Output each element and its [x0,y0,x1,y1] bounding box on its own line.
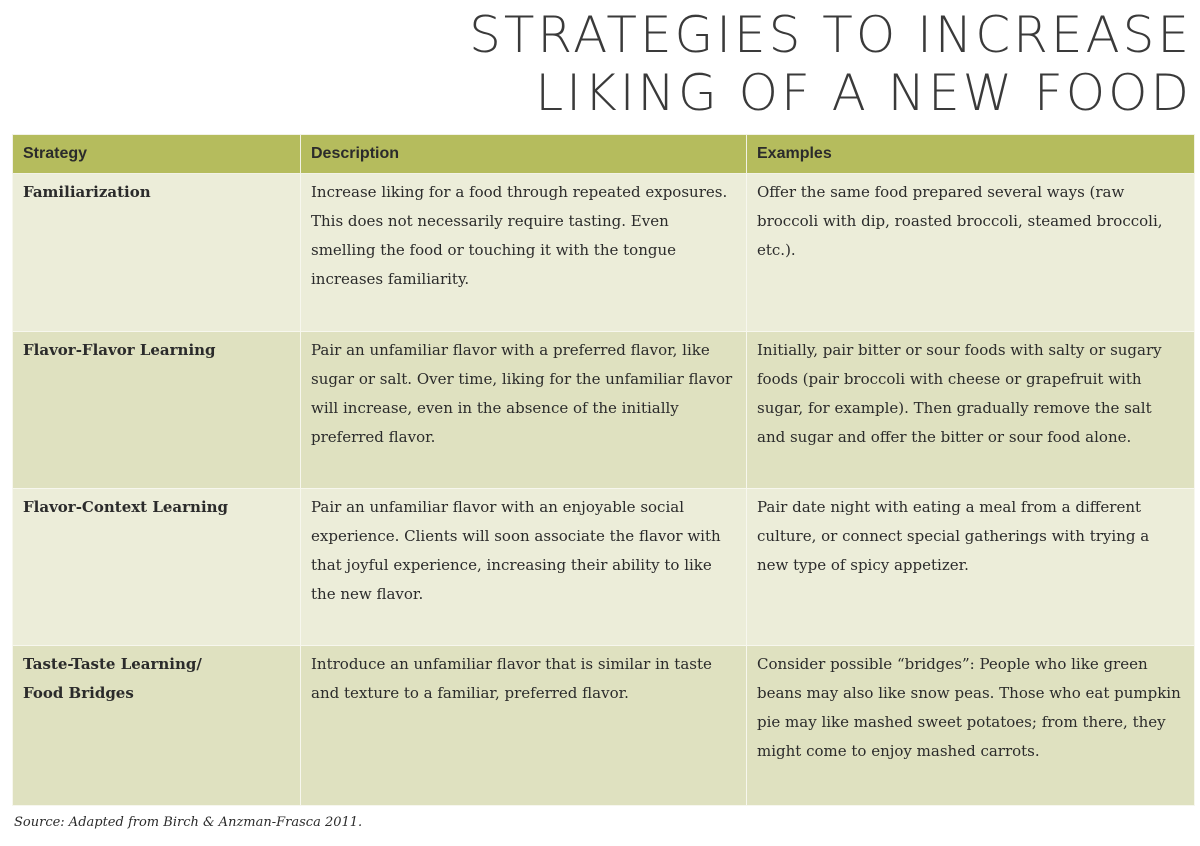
description-cell: Increase liking for a food through repeated exposures. This does not necessarily require tasting. Even smelling the food or touching it with the tongue increases familiarity. [301,174,747,332]
table-header-row [13,135,1195,174]
table-row [13,646,1195,806]
strategies-table [12,134,1195,806]
page-title-line-2: LIKING OF A NEW FOOD [535,64,1192,122]
table-row [13,174,1195,332]
strategy-cell [13,646,301,806]
table-row [13,332,1195,489]
page-title [92,6,1192,122]
strategy-cell [13,489,301,646]
strategy-cell [13,332,301,489]
strategy-name: Familiarization [23,183,151,201]
examples-cell: Offer the same food prepared several ways (raw broccoli with dip, roasted broccoli, steamed broccoli, etc.). [747,174,1195,332]
description-cell: Pair an unfamiliar flavor with a preferred flavor, like sugar or salt. Over time, liking for the unfamiliar flavor will increase, even in the absence of the initially preferred flavor. [301,332,747,489]
strategy-name-line-1: Taste-Taste Learning/ [23,655,202,673]
source-note: Source: Adapted from Birch & Anzman-Frasca 2011. [14,815,363,830]
column-header-examples: Examples [747,135,1195,174]
strategy-name: Flavor-Flavor Learning [23,341,216,359]
strategy-name: Flavor-Context Learning [23,498,229,516]
column-header-description: Description [301,135,747,174]
examples-cell: Initially, pair bitter or sour foods with salty or sugary foods (pair broccoli with cheese or grapefruit with sugar, for example). Then gradually remove the salt and sugar and offer the bitter or sour food alone. [747,332,1195,489]
strategy-name-line-2: Food Bridges [23,684,134,702]
description-cell: Pair an unfamiliar flavor with an enjoyable social experience. Clients will soon associate the flavor with that joyful experience, increasing their ability to like the new flavor. [301,489,747,646]
column-header-strategy: Strategy [13,135,301,174]
description-cell: Introduce an unfamiliar flavor that is similar in taste and texture to a familiar, preferred flavor. [301,646,747,806]
page-title-line-1: STRATEGIES TO INCREASE [469,6,1192,64]
table-row [13,489,1195,646]
examples-cell: Pair date night with eating a meal from a different culture, or connect special gatherings with trying a new type of spicy appetizer. [747,489,1195,646]
examples-cell: Consider possible “bridges”: People who like green beans may also like snow peas. Those who eat pumpkin pie may like mashed sweet potatoes; from there, they might come to enjoy mashed carrots. [747,646,1195,806]
strategy-cell [13,174,301,332]
